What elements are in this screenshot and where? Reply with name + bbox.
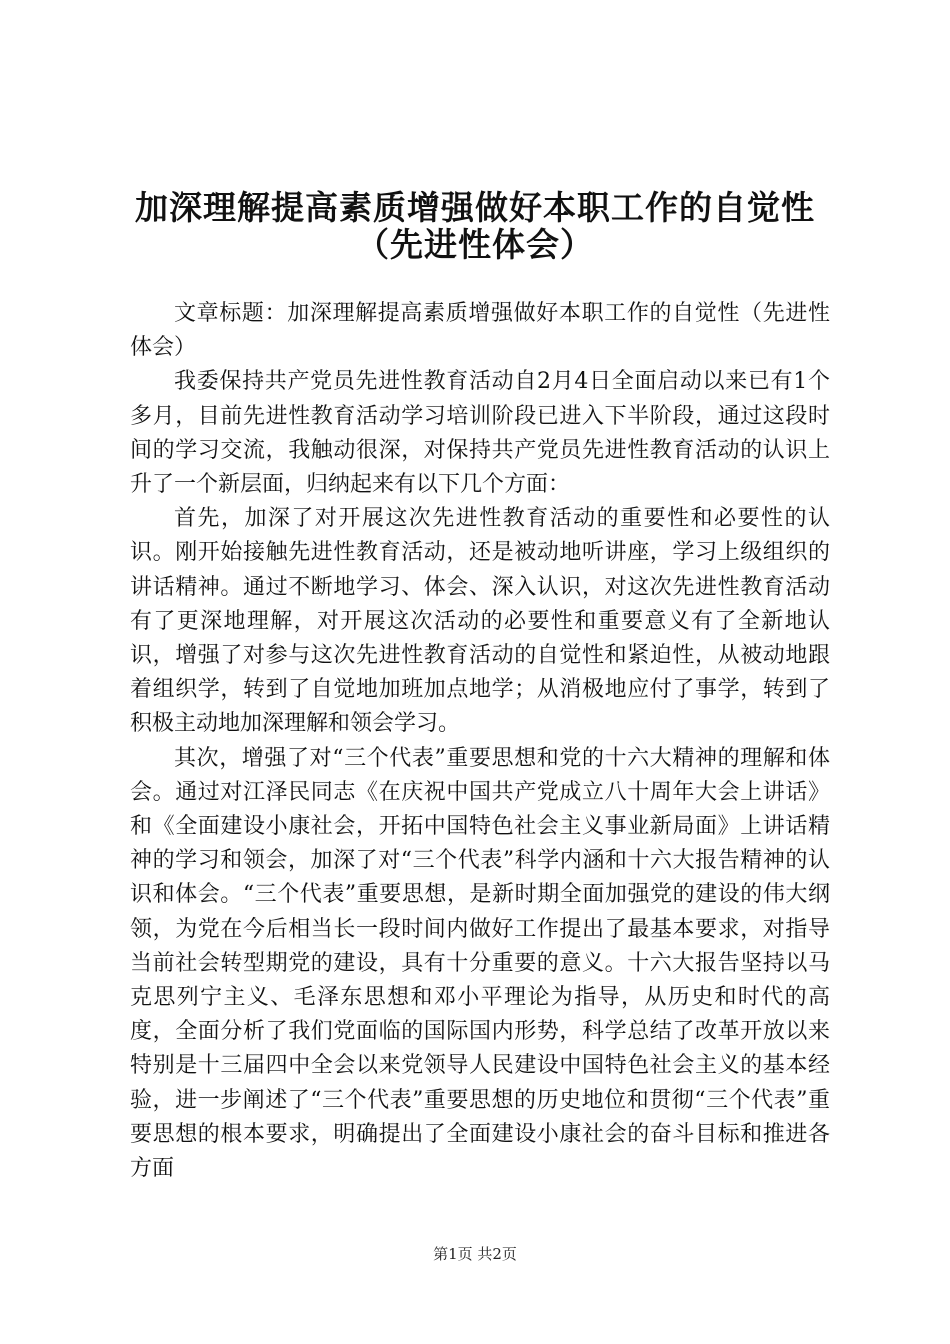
document-title: 加深理解提高素质增强做好本职工作的自觉性 (135, 188, 815, 227)
second-point-paragraph: 其次，增强了对“三个代表”重要思想和党的十六大精神的理解和体会。通过对江泽民同志《在庆祝中国共产党成立八十周年大会上讲话》和《全面建设小康社会，开拓中国特色社会主义事业新局面》上讲话精神的学习和领会，加深了对“三个代表”科学内涵和十六大报告精神的认识和体会。“三个代表”重要思想，是新时期全面加强党的建设的伟大纲领，为党在今后相当长一段时间内做好工作提出了最基本要求，对指导当前社会转型期党的建设，具有十分重要的意义。十六大报告坚持以马克思列宁主义、毛泽东思想和邓小平理论为指导，从历史和时代的高度，全面分析了我们党面临的国际国内形势，科学总结了改革开放以来特别是十三届四中全会以来党领导人民建设中国特色社会主义的基本经验，进一步阐述了“三个代表”重要思想的历史地位和贯彻“三个代表”重要思想的根本要求，明确提出了全面建设小康社会的奋斗目标和推进各方面 (130, 745, 830, 1182)
article-title-paragraph: 文章标题：加深理解提高素质增强做好本职工作的自觉性（先进性体会） (130, 301, 830, 361)
first-point-paragraph: 首先，加深了对开展这次先进性教育活动的重要性和必要性的认识。刚开始接触先进性教育活动，还是被动地听讲座，学习上级组织的讲话精神。通过不断地学习、体会、深入认识，对这次先进性教育活动有了更深地理解，对开展这次活动的必要性和重要意义有了全新地认识，增强了对参与这次先进性教育活动的自觉性和紧迫性，从被动地跟着组织学，转到了自觉地加班加点地学；从消极地应付了事学，转到了积极主动地加深理解和领会学习。 (130, 506, 830, 737)
document-body (130, 297, 830, 1186)
document-subtitle: （先进性体会） (356, 225, 594, 264)
page-number: 第1页 共2页 (433, 1245, 517, 1263)
intro-paragraph: 我委保持共产党员先进性教育活动自2月4日全面启动以来已有1个多月，目前先进性教育活动学习培训阶段已进入下半阶段，通过这段时间的学习交流，我触动很深，对保持共产党员先进性教育活动的认识上升了一个新层面，归纳起来有以下几个方面： (130, 369, 830, 498)
